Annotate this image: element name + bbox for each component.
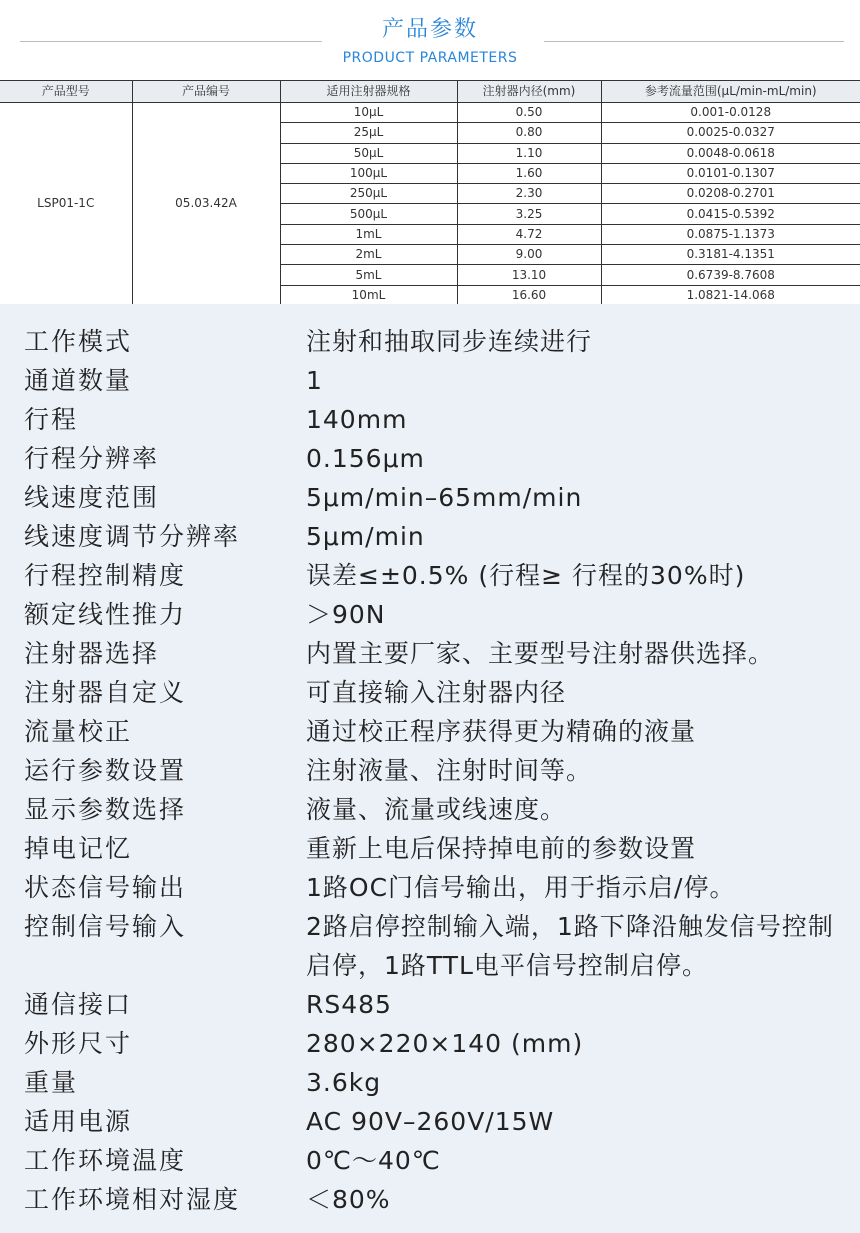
spec-label: 运行参数设置	[24, 756, 187, 785]
cell-model: LSP01-1C	[0, 103, 132, 306]
cell-spec: 10mL	[280, 285, 457, 305]
cell-diameter: 3.25	[457, 204, 601, 224]
spec-label: 行程分辨率	[24, 444, 160, 473]
cell-flow: 0.0101-0.1307	[601, 163, 860, 183]
cell-spec: 1mL	[280, 224, 457, 244]
section-title: 产品参数	[381, 17, 478, 42]
spec-label: 控制信号输入	[24, 912, 187, 941]
spec-label: 工作模式	[24, 327, 133, 356]
spec-value: AC 90V–260V/15W	[306, 1107, 555, 1136]
spec-value: ＞90N	[306, 600, 386, 629]
cell-spec: 50μL	[280, 143, 457, 163]
spec-label: 工作环境相对湿度	[24, 1185, 241, 1214]
spec-label: 显示参数选择	[24, 795, 187, 824]
spec-label: 行程	[24, 405, 79, 434]
spec-label: 流量校正	[24, 717, 133, 746]
spec-list	[0, 304, 860, 1233]
table-header-row	[0, 81, 860, 103]
header-code: 产品编号	[132, 81, 280, 103]
spec-value: 注射和抽取同步连续进行	[306, 327, 593, 356]
spec-value: 5μm/min	[306, 522, 425, 551]
spec-label: 外形尺寸	[24, 1029, 133, 1058]
cell-diameter: 4.72	[457, 224, 601, 244]
spec-label: 重量	[24, 1068, 79, 1097]
table-row	[0, 103, 860, 123]
syringe-spec-table	[0, 80, 860, 306]
cell-diameter: 16.60	[457, 285, 601, 305]
cell-flow: 0.0415-0.5392	[601, 204, 860, 224]
spec-value: ＜80%	[306, 1185, 391, 1214]
cell-diameter: 1.60	[457, 163, 601, 183]
cell-spec: 100μL	[280, 163, 457, 183]
cell-diameter: 0.50	[457, 103, 601, 123]
spec-value: 1路OC门信号输出，用于指示启/停。	[306, 873, 736, 902]
spec-value: 0℃～40℃	[306, 1146, 441, 1175]
spec-value: 通过校正程序获得更为精确的液量	[306, 717, 697, 746]
cell-spec: 2mL	[280, 245, 457, 265]
cell-diameter: 1.10	[457, 143, 601, 163]
spec-label: 通信接口	[24, 990, 133, 1019]
spec-value: 内置主要厂家、主要型号注射器供选择。	[306, 639, 775, 668]
spec-value: RS485	[306, 990, 392, 1019]
cell-flow: 0.0208-0.2701	[601, 184, 860, 204]
spec-value: 280×220×140 (mm)	[306, 1029, 584, 1058]
spec-label: 状态信号输出	[24, 873, 187, 902]
spec-value: 注射液量、注射时间等。	[306, 756, 593, 785]
spec-label: 注射器自定义	[24, 678, 187, 707]
spec-value: 误差≤±0.5% (行程≥ 行程的30%时)	[306, 561, 746, 590]
cell-spec: 10μL	[280, 103, 457, 123]
cell-spec: 5mL	[280, 265, 457, 285]
spec-value: 液量、流量或线速度。	[306, 795, 567, 824]
cell-flow: 0.0025-0.0327	[601, 123, 860, 143]
section-subtitle: PRODUCT PARAMETERS	[342, 50, 518, 66]
cell-diameter: 0.80	[457, 123, 601, 143]
spec-label: 工作环境温度	[24, 1146, 187, 1175]
cell-spec: 25μL	[280, 123, 457, 143]
spec-value: 3.6kg	[306, 1068, 382, 1097]
cell-flow: 0.0048-0.0618	[601, 143, 860, 163]
spec-label: 线速度范围	[24, 483, 160, 512]
header-flow-range: 参考流量范围(μL/min-mL/min)	[601, 81, 860, 103]
cell-flow: 0.001-0.0128	[601, 103, 860, 123]
header-model: 产品型号	[0, 81, 132, 103]
spec-value: 140mm	[306, 405, 408, 434]
cell-flow: 0.6739-8.7608	[601, 265, 860, 285]
cell-spec: 250μL	[280, 184, 457, 204]
cell-flow: 0.3181-4.1351	[601, 245, 860, 265]
spec-value: 2路启停控制输入端，1路下降沿触发信号控制启停，1路TTL电平信号控制启停。	[306, 912, 834, 980]
spec-value: 重新上电后保持掉电前的参数设置	[306, 834, 697, 863]
spec-label: 掉电记忆	[24, 834, 133, 863]
spec-value: 5μm/min–65mm/min	[306, 483, 583, 512]
spec-label: 注射器选择	[24, 639, 160, 668]
spec-label: 适用电源	[24, 1107, 133, 1136]
section-header	[0, 0, 860, 80]
cell-flow: 1.0821-14.068	[601, 285, 860, 305]
header-divider-right	[544, 41, 844, 42]
spec-label: 线速度调节分辨率	[24, 522, 241, 551]
spec-label: 通道数量	[24, 366, 133, 395]
spec-value: 可直接输入注射器内径	[306, 678, 567, 707]
spec-label: 额定线性推力	[24, 600, 187, 629]
spec-value: 0.156μm	[306, 444, 425, 473]
header-syringe-spec: 适用注射器规格	[280, 81, 457, 103]
cell-diameter: 13.10	[457, 265, 601, 285]
cell-code: 05.03.42A	[132, 103, 280, 306]
spec-label: 行程控制精度	[24, 561, 187, 590]
cell-flow: 0.0875-1.1373	[601, 224, 860, 244]
spec-value: 1	[306, 366, 323, 395]
cell-spec: 500μL	[280, 204, 457, 224]
cell-diameter: 9.00	[457, 245, 601, 265]
syringe-table-container	[0, 80, 860, 304]
cell-diameter: 2.30	[457, 184, 601, 204]
header-inner-diameter: 注射器内径(mm)	[457, 81, 601, 103]
